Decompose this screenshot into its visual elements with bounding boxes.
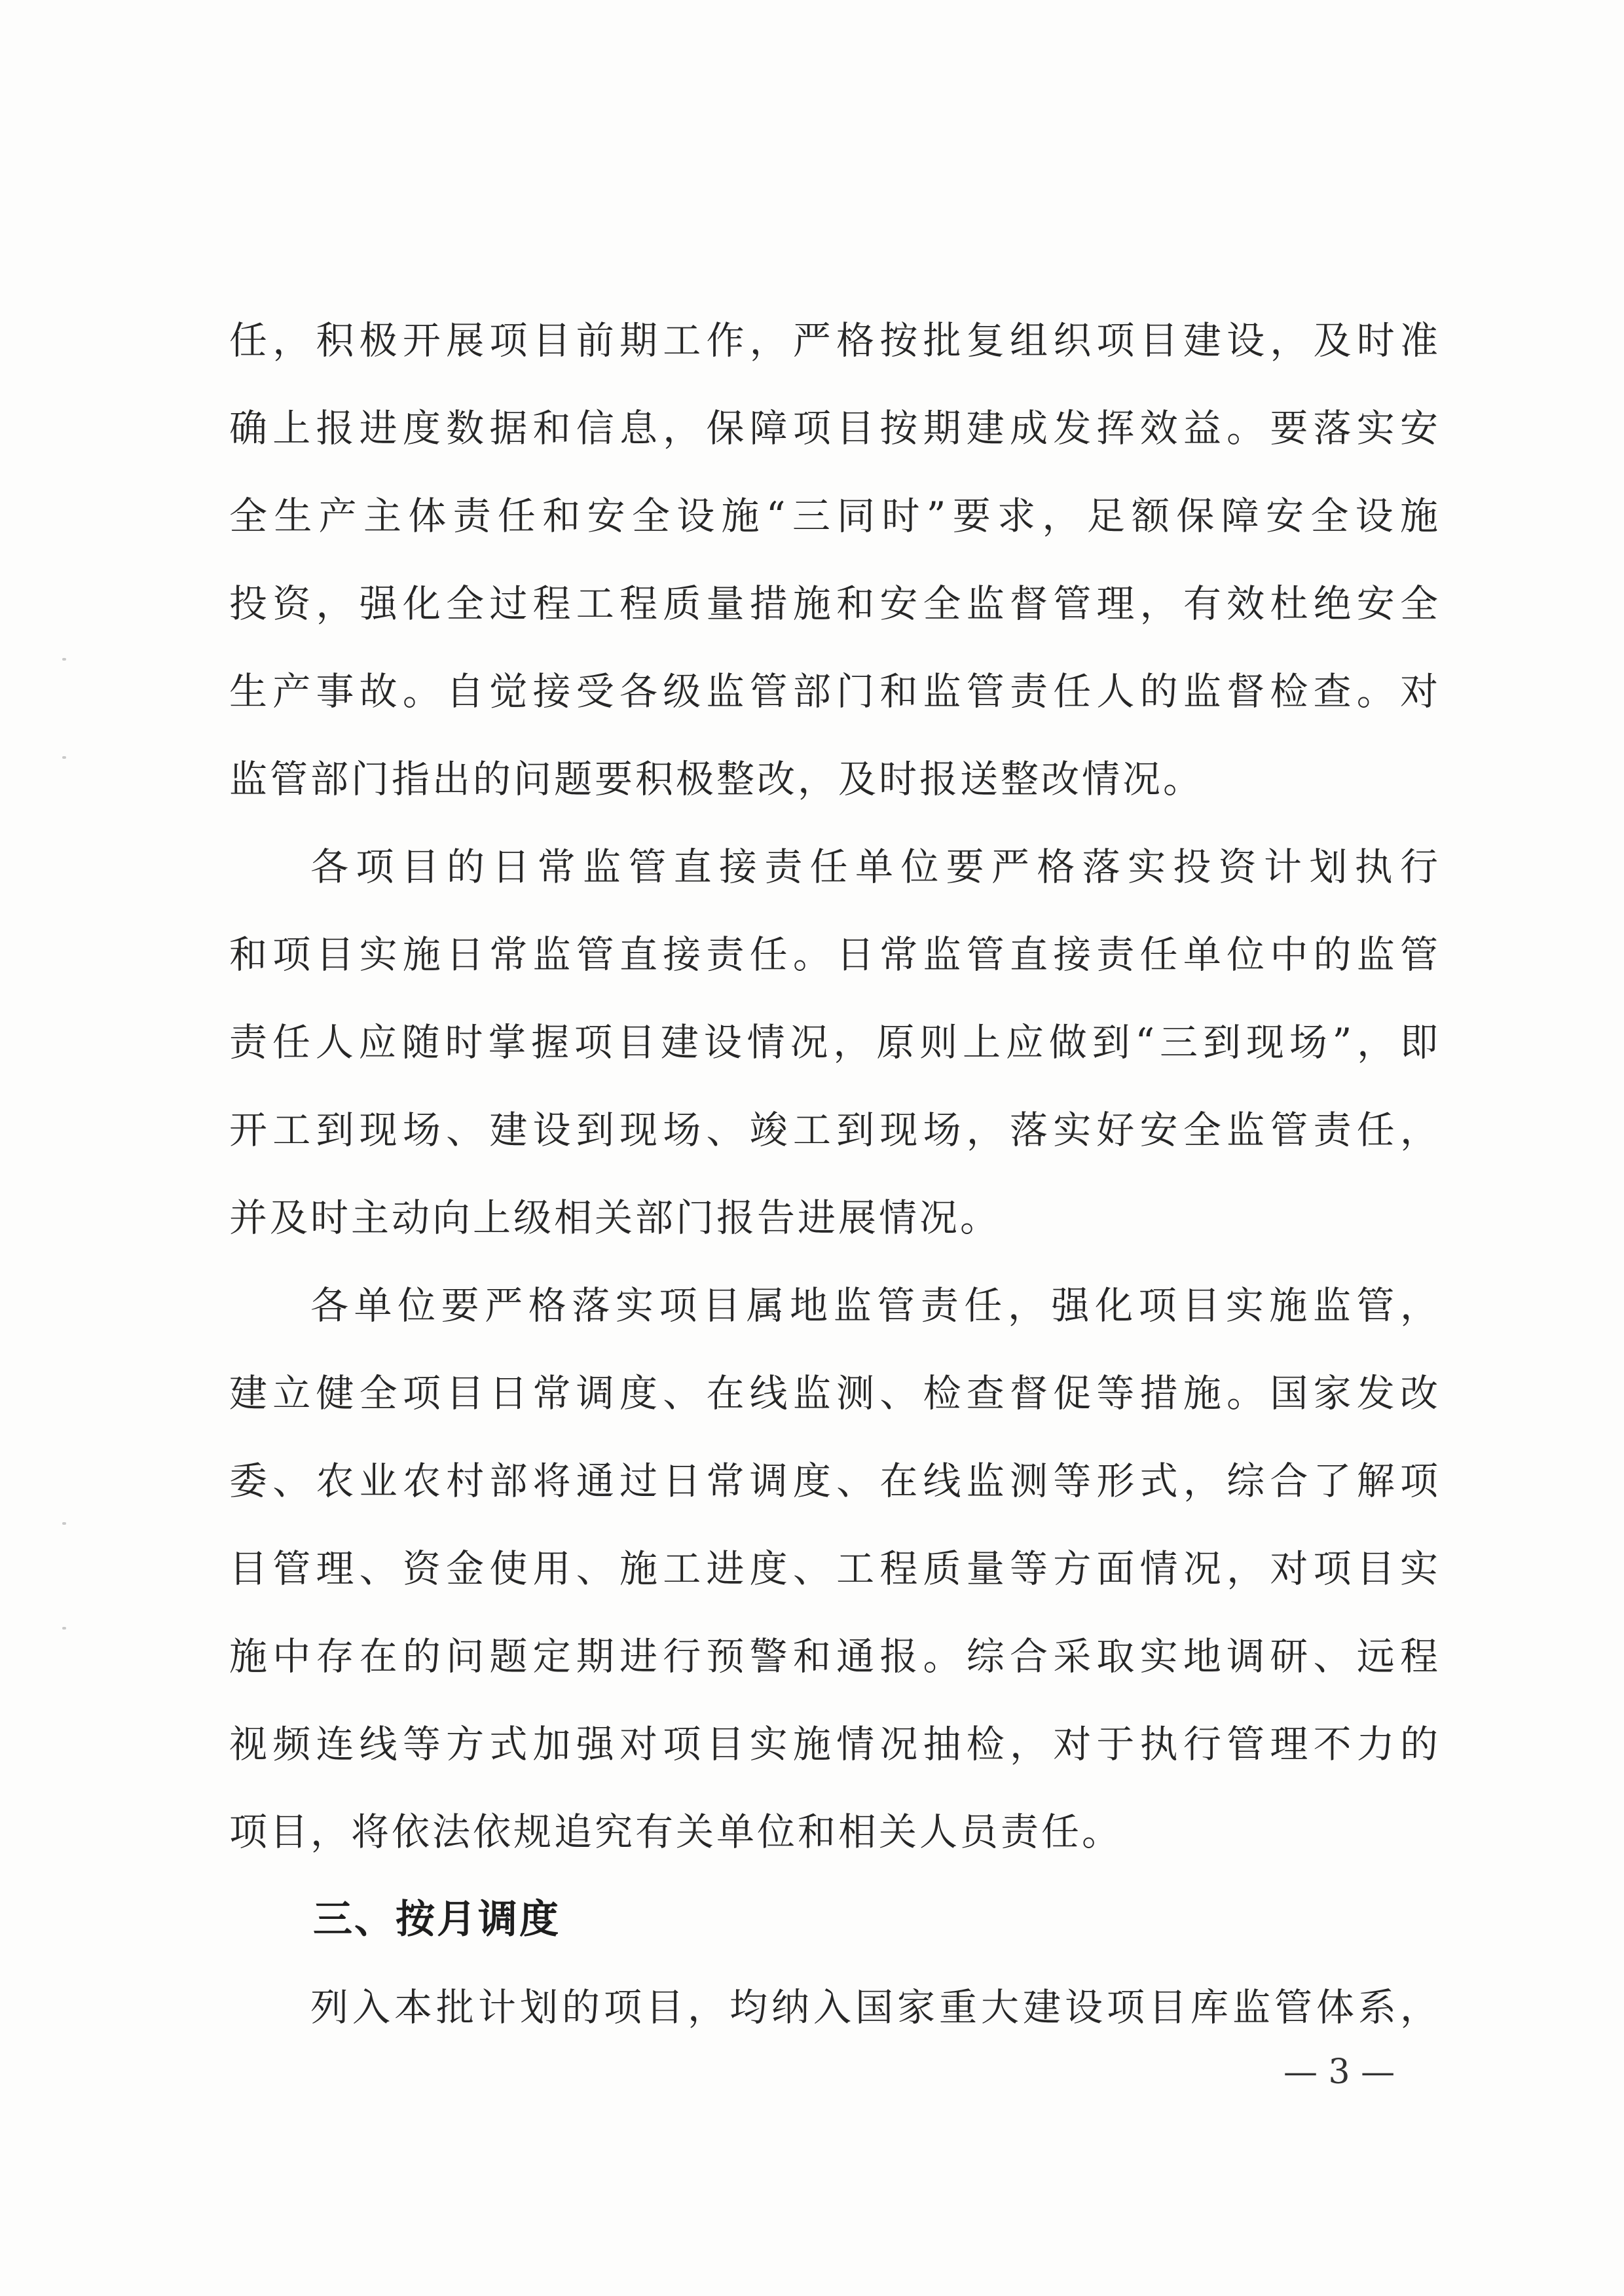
scan-speck bbox=[62, 756, 66, 759]
text-line: 生产事故。自觉接受各级监管部门和监管责任人的监督检查。对 bbox=[229, 669, 1441, 714]
text-line: 责任人应随时掌握项目建设情况，原则上应做到“三到现场”，即 bbox=[229, 1020, 1441, 1065]
page-number: — 3 — bbox=[1283, 2052, 1395, 2092]
text-line: 投资，强化全过程工程质量措施和安全监督管理，有效杜绝安全 bbox=[229, 581, 1441, 626]
text-line: 并及时主动向上级相关部门报告进展情况。 bbox=[229, 1195, 1001, 1240]
text-line: 监管部门指出的问题要积极整改，及时报送整改情况。 bbox=[229, 757, 1204, 801]
scan-speck bbox=[62, 658, 66, 661]
text-line: 全生产主体责任和安全设施“三同时”要求，足额保障安全设施 bbox=[229, 494, 1441, 538]
scan-speck bbox=[62, 1522, 66, 1525]
paragraph bbox=[229, 1262, 1441, 1876]
text-line: 确上报进度数据和信息，保障项目按期建成发挥效益。要落实安 bbox=[229, 406, 1441, 450]
text-line: 建立健全项目日常调度、在线监测、检查督促等措施。国家发改 bbox=[229, 1371, 1441, 1415]
paragraph bbox=[229, 297, 1441, 823]
paragraph bbox=[229, 823, 1441, 1262]
text-line: 视频连线等方式加强对项目实施情况抽检，对于执行管理不力的 bbox=[229, 1722, 1441, 1766]
text-line: 各单位要严格落实项目属地监管责任，强化项目实施监管， bbox=[310, 1283, 1441, 1328]
text-line: 各项目的日常监管直接责任单位要严格落实投资计划执行 bbox=[310, 845, 1441, 889]
text-line: 开工到现场、建设到现场、竣工到现场，落实好安全监管责任， bbox=[229, 1108, 1441, 1152]
scan-speck bbox=[62, 1627, 66, 1630]
text-line: 项目，将依法依规追究有关单位和相关人员责任。 bbox=[229, 1810, 1123, 1854]
document-body bbox=[229, 297, 1441, 2051]
text-line: 任，积极开展项目前期工作，严格按批复组织项目建设，及时准 bbox=[229, 318, 1441, 363]
text-line: 委、农业农村部将通过日常调度、在线监测等形式，综合了解项 bbox=[229, 1459, 1441, 1503]
text-line: 施中存在的问题定期进行预警和通报。综合采取实地调研、远程 bbox=[229, 1634, 1441, 1679]
paragraph bbox=[229, 1963, 1441, 2051]
text-line: 列入本批计划的项目，均纳入国家重大建设项目库监管体系， bbox=[310, 1985, 1441, 2030]
section-heading: 三、按月调度 bbox=[313, 1897, 561, 1942]
text-line: 和项目实施日常监管直接责任。日常监管直接责任单位中的监管 bbox=[229, 932, 1441, 977]
text-line: 目管理、资金使用、施工进度、工程质量等方面情况，对项目实 bbox=[229, 1546, 1441, 1591]
